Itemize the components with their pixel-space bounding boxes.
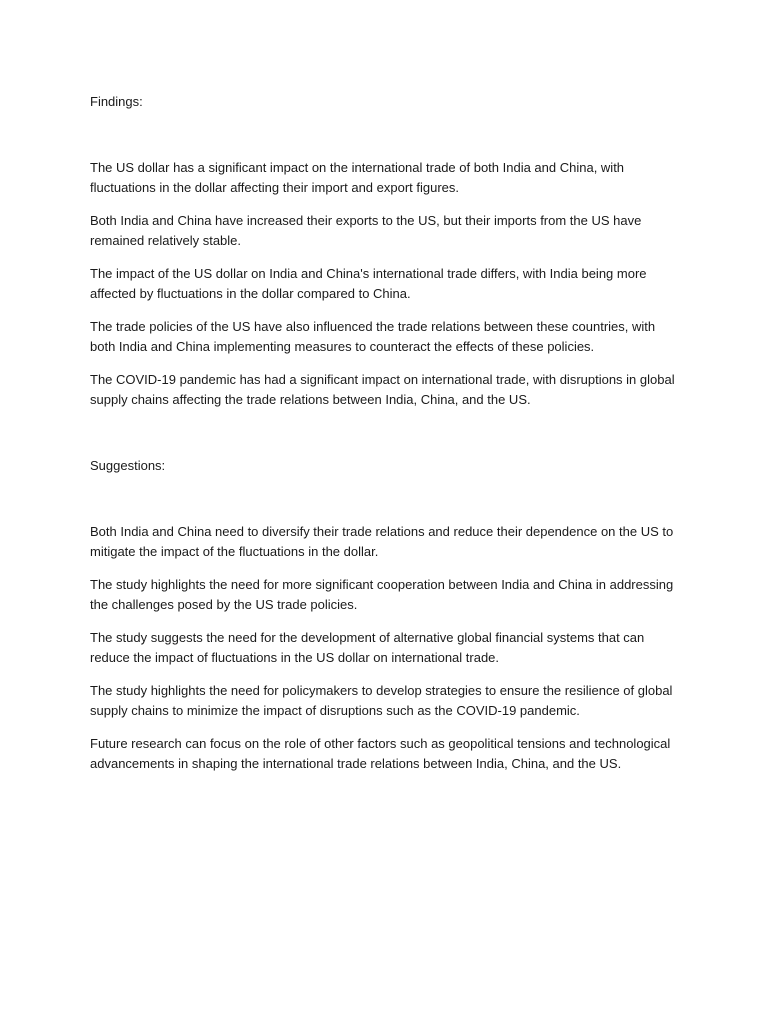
findings-paragraph: Both India and China have increased their exports to the US, but their imports from the US have remained relatively stable. (90, 213, 642, 248)
document-body (90, 92, 680, 787)
findings-paragraph: The trade policies of the US have also influenced the trade relations between these countries, with both India and China implementing measures to counteract the effects of these policies. (90, 319, 656, 354)
suggestions-paragraph: Future research can focus on the role of other factors such as geopolitical tensions and technological advancements in shaping the international trade relations between India, China, and the US. (90, 736, 671, 771)
suggestions-heading: Suggestions: (90, 458, 166, 473)
suggestions-paragraph: The study suggests the need for the development of alternative global financial systems that can reduce the impact of fluctuations in the US dollar on international trade. (90, 630, 645, 665)
suggestions-paragraph: The study highlights the need for more significant cooperation between India and China in addressing the challenges posed by the US trade policies. (90, 577, 674, 612)
suggestions-section (90, 456, 680, 774)
suggestions-paragraph: Both India and China need to diversify their trade relations and reduce their dependence on the US to mitigate the impact of the fluctuations in the dollar. (90, 524, 674, 559)
findings-section (90, 92, 680, 410)
findings-paragraph: The COVID-19 pandemic has had a significant impact on international trade, with disruptions in global supply chains affecting the trade relations between India, China, and the US. (90, 372, 675, 407)
findings-paragraph: The impact of the US dollar on India and China's international trade differs, with India being more affected by fluctuations in the dollar compared to China. (90, 266, 647, 301)
findings-heading: Findings: (90, 94, 143, 109)
suggestions-paragraph: The study highlights the need for policymakers to develop strategies to ensure the resilience of global supply chains to minimize the impact of disruptions such as the COVID-19 pandemic. (90, 683, 673, 718)
findings-paragraph: The US dollar has a significant impact on the international trade of both India and China, with fluctuations in the dollar affecting their import and export figures. (90, 160, 625, 195)
